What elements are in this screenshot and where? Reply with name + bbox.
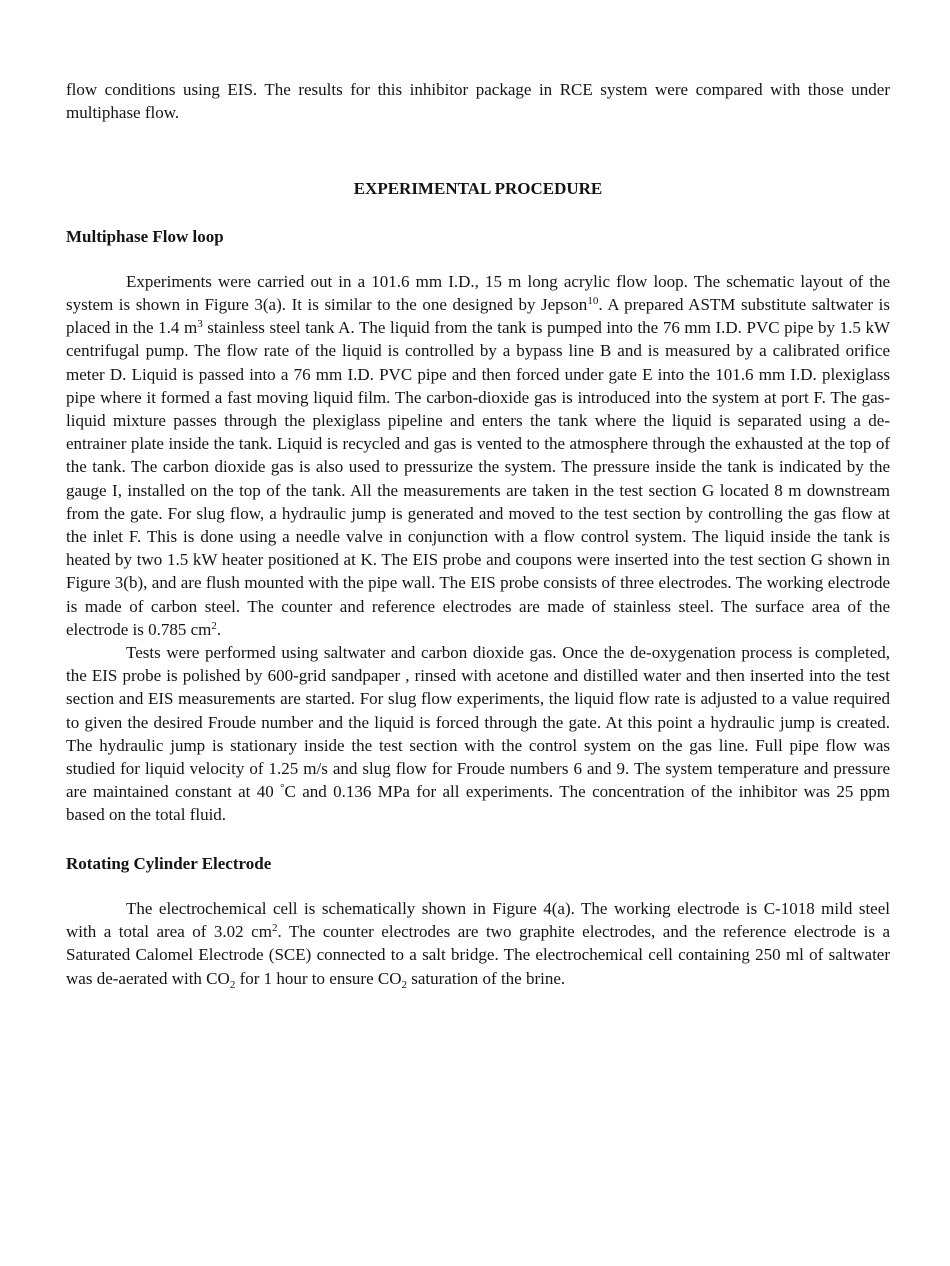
text-run: . A prepared ASTM substitute saltwater is placed in the 1.4 m xyxy=(66,295,890,338)
text-run: . The counter electrodes are two graphite electrodes, and the reference electrode is a Saturated Calomel Electrode (SCE) connected to a salt bridge. The electrochemical cell containing 250 ml of saltwater was de-aerated with CO xyxy=(66,922,890,988)
document-page xyxy=(66,78,890,990)
text-run: stainless steel tank A. The liquid from the tank is pumped into the 76 mm I.D. PVC pipe by 1.5 kW centrifugal pump. The flow rate of the liquid is controlled by a bypass line B and is measured by a calibrated orifice meter D. Liquid is passed into a 76 mm I.D. PVC pipe and then forced under gate E into the 101.6 mm I.D. plexiglass pipe where it formed a fast moving liquid film. The carbon-dioxide gas is introduced into the system at port F. The gas-liquid mixture passes through the plexiglass pipeline and enters the tank where the liquid is separated using a de-entrainer plate inside the tank. Liquid is recycled and gas is vented to the atmosphere through the exhausted at the top of the tank. The carbon dioxide gas is also used to pressurize the system. The pressure inside the tank is indicated by the gauge I, installed on the top of the tank. All the measurements are taken in the test section G located 8 m downstream from the gate. For slug flow, a hydraulic jump is generated and moved to the test section by controlling the gas flow at the inlet F. This is done using a needle valve in conjunction with a flow control system. The liquid inside the tank is heated by two 1.5 kW heater positioned at K. The EIS probe and coupons were inserted into the test section G shown in Figure 3(b), and are flush mounted with the pipe wall. The EIS probe consists of three electrodes. The working electrode is made of carbon steel. The counter and reference electrodes are made of stainless steel. The surface area of the electrode is 0.785 cm xyxy=(66,318,890,639)
subscript: 2 xyxy=(401,978,408,991)
exponent: 3 xyxy=(197,318,203,331)
text-run: Experiments were carried out in a 101.6 mm I.D., 15 m long acrylic flow loop. The schematic layout of the system is shown in Figure 3(a). It is similar to the one designed by Jepson xyxy=(66,271,890,315)
rce-paragraph-1 xyxy=(66,897,890,990)
multiphase-paragraph-1 xyxy=(66,270,890,641)
text-run: saturation of the brine. xyxy=(407,968,566,988)
exponent: 2 xyxy=(211,619,217,632)
exponent: 2 xyxy=(271,922,278,935)
text-run: for 1 hour to ensure CO xyxy=(235,968,402,988)
intro-paragraph: flow conditions using EIS. The results for this inhibitor package in RCE system were compared with those under multiphase flow. xyxy=(66,80,890,123)
reference-superscript: 10 xyxy=(587,295,599,308)
degree-sign: ° xyxy=(280,782,285,795)
multiphase-heading: Multiphase Flow loop xyxy=(66,226,224,246)
multiphase-paragraph-2 xyxy=(66,641,890,827)
rce-heading: Rotating Cylinder Electrode xyxy=(66,853,272,873)
text-run: Tests were performed using saltwater and carbon dioxide gas. Once the de-oxygenation process is completed, the EIS probe is polished by 600-grid sandpaper , rinsed with acetone and distilled water and then inserted into the test section and EIS measurements are started. For slug flow experiments, the liquid flow rate is adjusted to a value required to given the desired Froude number and the liquid is forced through the gate. At this point a hydraulic jump is created. The hydraulic jump is stationary inside the test section with the control system on the gas line. Full pipe flow was studied for liquid velocity of 1.25 m/s and slug flow for Froude numbers 6 and 9. The system temperature and pressure are maintained constant at 40 xyxy=(66,643,890,802)
text-run: C and 0.136 MPa for all experiments. The concentration of the inhibitor was 25 ppm based on the total fluid. xyxy=(66,782,890,825)
section-title: EXPERIMENTAL PROCEDURE xyxy=(353,179,603,199)
subscript: 2 xyxy=(229,978,236,991)
text-run: The electrochemical cell is schematically shown in Figure 4(a). The working electrode is C-1018 mild steel with a total area of 3.02 cm xyxy=(66,898,890,942)
text-run: . xyxy=(216,619,222,639)
